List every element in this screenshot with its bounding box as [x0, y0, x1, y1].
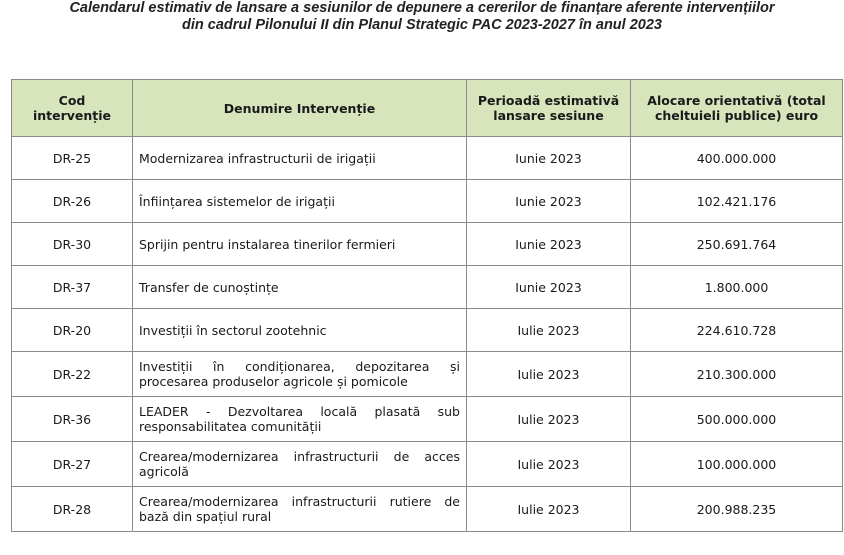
row-code: DR-37 [12, 266, 133, 309]
row-amount: 224.610.728 [631, 309, 843, 352]
header-code: Cod intervenție [12, 80, 133, 137]
row-period: Iunie 2023 [467, 180, 631, 223]
row-period: Iulie 2023 [467, 442, 631, 487]
table-row [12, 487, 843, 532]
row-period: Iunie 2023 [467, 223, 631, 266]
document-title [0, 0, 844, 34]
row-code: DR-26 [12, 180, 133, 223]
row-code: DR-36 [12, 397, 133, 442]
row-amount: 102.421.176 [631, 180, 843, 223]
row-period: Iunie 2023 [467, 137, 631, 180]
row-code: DR-22 [12, 352, 133, 397]
table-row [12, 266, 843, 309]
row-code: DR-20 [12, 309, 133, 352]
row-amount: 1.800.000 [631, 266, 843, 309]
row-name: Transfer de cunoștințe [133, 266, 467, 309]
row-amount: 500.000.000 [631, 397, 843, 442]
interventions-table [11, 79, 843, 532]
table-row [12, 442, 843, 487]
table-row [12, 180, 843, 223]
row-amount: 250.691.764 [631, 223, 843, 266]
header-name: Denumire Intervenție [133, 80, 467, 137]
table-row [12, 397, 843, 442]
row-code: DR-28 [12, 487, 133, 532]
row-name: Înființarea sistemelor de irigații [133, 180, 467, 223]
table-row [12, 223, 843, 266]
row-name: LEADER - Dezvoltarea locală plasată sub responsabilitatea comunității [133, 397, 467, 442]
row-code: DR-27 [12, 442, 133, 487]
row-period: Iulie 2023 [467, 309, 631, 352]
row-name: Modernizarea infrastructurii de irigații [133, 137, 467, 180]
table-row [12, 137, 843, 180]
row-amount: 100.000.000 [631, 442, 843, 487]
header-period: Perioadă estimativă lansare sesiune [467, 80, 631, 137]
table-header-row [12, 80, 843, 137]
table-row [12, 352, 843, 397]
row-name: Sprijin pentru instalarea tinerilor fermieri [133, 223, 467, 266]
header-amount: Alocare orientativă (total cheltuieli publice) euro [631, 80, 843, 137]
row-name: Crearea/modernizarea infrastructurii de acces agricolă [133, 442, 467, 487]
row-amount: 210.300.000 [631, 352, 843, 397]
row-amount: 400.000.000 [631, 137, 843, 180]
row-code: DR-25 [12, 137, 133, 180]
row-period: Iulie 2023 [467, 397, 631, 442]
row-period: Iulie 2023 [467, 487, 631, 532]
table-row [12, 309, 843, 352]
row-period: Iulie 2023 [467, 352, 631, 397]
row-code: DR-30 [12, 223, 133, 266]
title-line-2: din cadrul Pilonului II din Planul Strategic PAC 2023-2027 în anul 2023 [182, 17, 662, 33]
row-name: Investiții în condiționarea, depozitarea și procesarea produselor agricole și pomicole [133, 352, 467, 397]
row-period: Iunie 2023 [467, 266, 631, 309]
title-line-1: Calendarul estimativ de lansare a sesiunilor de depunere a cererilor de finanțare aferente intervențiilor [69, 0, 775, 16]
row-name: Investiții în sectorul zootehnic [133, 309, 467, 352]
row-amount: 200.988.235 [631, 487, 843, 532]
row-name: Crearea/modernizarea infrastructurii rutiere de bază din spațiul rural [133, 487, 467, 532]
